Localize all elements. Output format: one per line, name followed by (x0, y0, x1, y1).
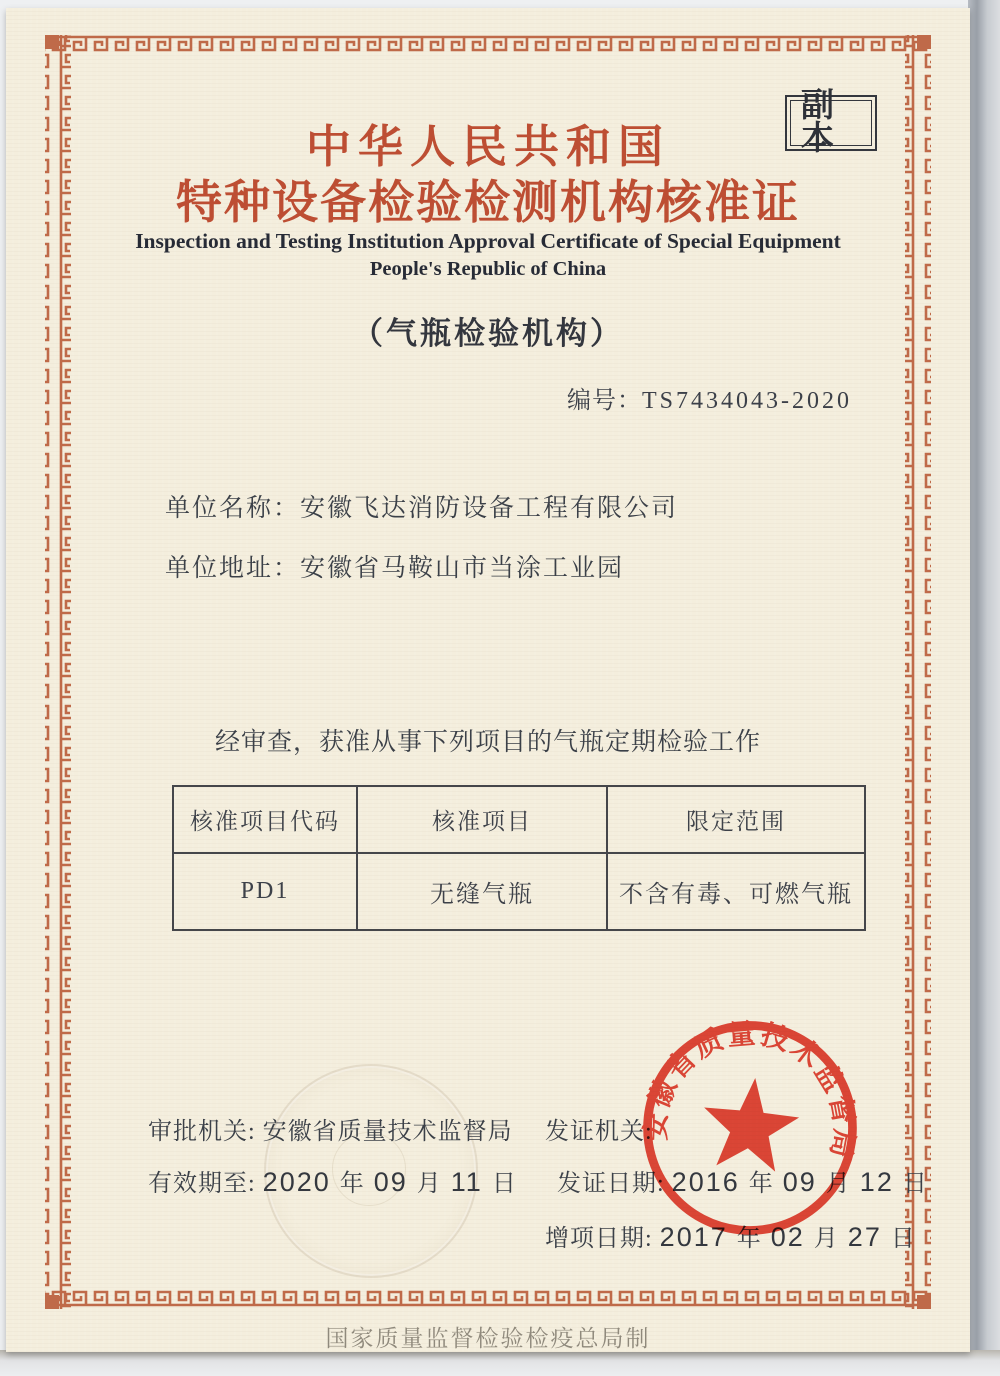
title-english-line2: People's Republic of China (369, 258, 607, 280)
header-project-code: 核准项目代码 (173, 786, 357, 853)
subtitle-institution-type: （气瓶检验机构） (352, 316, 624, 351)
unit-name-field (165, 488, 678, 524)
approving-authority-label: 审批机关: (148, 1119, 256, 1145)
title-english-line1: Inspection and Testing Institution Approval Certificate of Special Equipment (135, 229, 841, 253)
day-unit: 日 (491, 1171, 517, 1197)
unit-address-field (165, 548, 624, 584)
official-red-seal (623, 1001, 878, 1256)
table-header-row (173, 786, 865, 853)
seal-text: 安徽省质量技术监督局 (641, 1018, 860, 1163)
approval-note: 经审查，获准从事下列项目的气瓶定期检验工作 (214, 729, 761, 756)
addition-date-month: 02 (770, 1222, 805, 1252)
valid-until-field (148, 1163, 519, 1198)
year-unit: 年 (748, 1171, 774, 1197)
issue-date-day: 12 (859, 1167, 894, 1197)
month-unit: 月 (825, 1171, 851, 1197)
header-project: 核准项目 (357, 786, 607, 853)
scanner-edge-bottom (0, 1350, 1000, 1376)
approving-authority-value: 安徽省质量技术监督局 (262, 1119, 513, 1145)
scanner-edge-right (968, 0, 1000, 1376)
table-row (173, 853, 865, 930)
day-unit: 日 (890, 1226, 916, 1252)
issue-date-month: 09 (782, 1167, 817, 1197)
day-unit: 日 (902, 1171, 928, 1197)
addition-date-day: 27 (847, 1222, 882, 1252)
seal-star (698, 1073, 802, 1173)
header-scope-limit: 限定范围 (607, 786, 865, 853)
cell-scope-limit: 不含有毒、可燃气瓶 (607, 853, 865, 930)
issue-date-year: 2016 (671, 1167, 740, 1197)
valid-until-label: 有效期至: (148, 1171, 256, 1197)
valid-until-day: 11 (450, 1167, 483, 1197)
copy-stamp-label: 副本 (790, 100, 872, 146)
issue-date-label: 发证日期: (557, 1171, 665, 1197)
approved-items-table (172, 785, 866, 931)
cell-project: 无缝气瓶 (357, 853, 607, 930)
unit-address-label: 单位地址： (165, 555, 301, 582)
certificate-number-label: 编号： (567, 388, 642, 414)
unit-name-value: 安徽飞达消防设备工程有限公司 (300, 495, 679, 522)
title-country: 中华人民共和国 (305, 122, 670, 172)
year-unit: 年 (736, 1226, 762, 1252)
year-unit: 年 (339, 1171, 365, 1197)
valid-until-year: 2020 (262, 1167, 331, 1197)
addition-date-year: 2017 (659, 1222, 728, 1252)
title-certificate: 特种设备检验检测机构核准证 (176, 177, 800, 228)
unit-address-value: 安徽省马鞍山市当涂工业园 (300, 555, 625, 582)
valid-until-month: 09 (373, 1167, 408, 1197)
month-unit: 月 (813, 1226, 839, 1252)
cell-project-code: PD1 (173, 853, 357, 930)
footer-issuer-note: 国家质量监督检验检疫总局制 (325, 1326, 651, 1351)
certificate-number-value: TS7434043-2020 (642, 388, 852, 414)
certificate-page (6, 8, 970, 1352)
addition-date-label: 增项日期: (545, 1226, 653, 1252)
month-unit: 月 (416, 1171, 442, 1197)
issuing-authority-label: 发证机关: (545, 1119, 653, 1145)
certificate-number (567, 380, 852, 415)
unit-name-label: 单位名称： (165, 495, 301, 522)
approving-authority-field (148, 1111, 513, 1146)
